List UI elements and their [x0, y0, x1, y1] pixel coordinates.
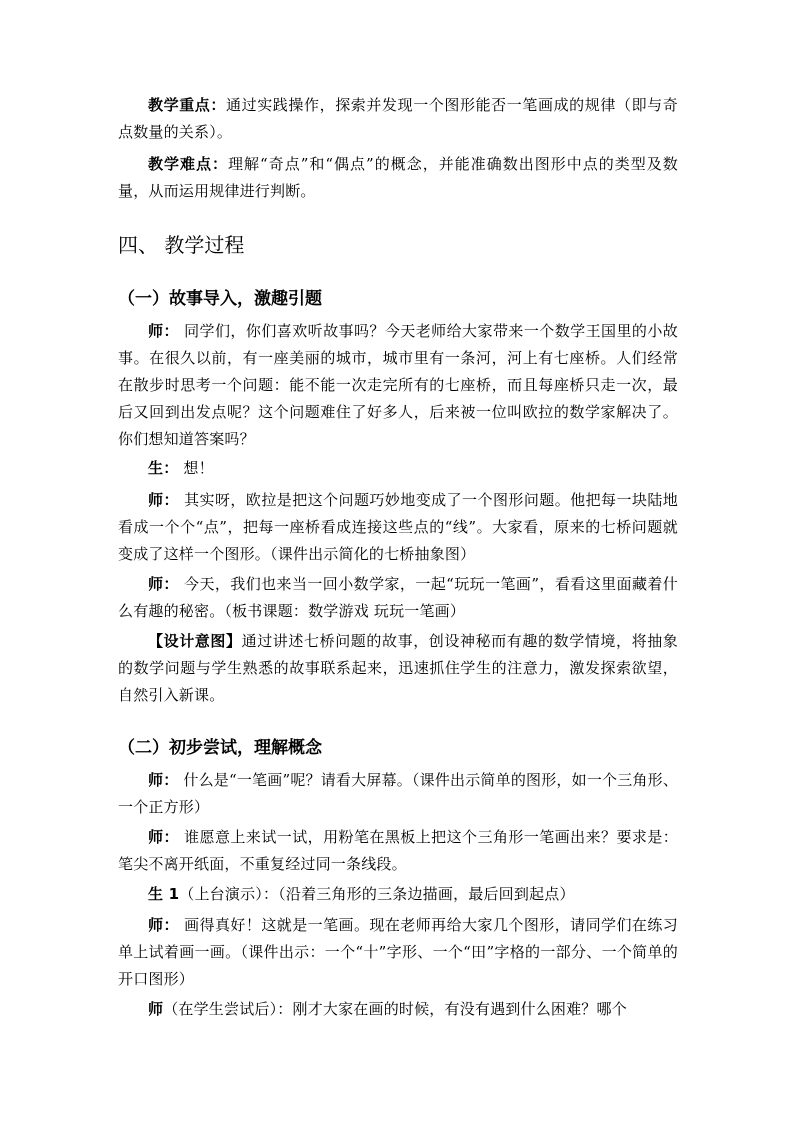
dialogue-paragraph — [118, 318, 678, 453]
speaker-label: 师： — [148, 575, 179, 593]
dialogue-text: 画得真好！这就是一笔画。现在老师再给大家几个图形，请同学们在练习单上试着画一画。（课件出示：一个“十”字形、一个“田”字格的一部分、一个简单的开口图形） — [118, 916, 679, 988]
dialogue-text: 其实呀，欧拉是把这个问题巧妙地变成了一个图形问题。他把每一块陆地看成一个个“点”，把每一座桥看成连接这些点的“线”。大家看，原来的七桥问题就变成了这样一个图形。（课件出示简化的七桥抽象图） — [118, 491, 679, 563]
dialogue-text: 想！ — [183, 459, 214, 477]
teaching-difficulty-paragraph — [118, 151, 678, 205]
speaker-label: 师： — [148, 916, 179, 934]
dialogue-paragraph — [118, 824, 678, 878]
dialogue-text: （在学生尝试后）：刚才大家在画的时候，有没有遇到什么困难？哪个 — [163, 1000, 627, 1018]
subsection-title-initial-attempt: （二）初步尝试，理解概念 — [118, 738, 322, 758]
dialogue-text: 什么是“一笔画”呢？请看大屏幕。（课件出示简单的图形，如一个三角形、一个正方形） — [118, 771, 679, 816]
speaker-label: 师： — [148, 828, 179, 846]
speaker-label: 生 1 — [148, 885, 180, 903]
dialogue-paragraph — [118, 767, 678, 821]
dialogue-paragraph — [118, 487, 678, 568]
teaching-focus-paragraph — [118, 92, 678, 146]
dialogue-paragraph — [118, 912, 678, 993]
dialogue-text: 谁愿意上来试一试，用粉笔在黑板上把这个三角形一笔画出来？要求是：笔尖不离开纸面，不重复经过同一条线段。 — [118, 828, 679, 873]
teaching-focus-text: 通过实践操作，探索并发现一个图形能否一笔画成的规律（即与奇点数量的关系）。 — [118, 96, 678, 141]
design-intent-paragraph — [118, 628, 678, 709]
speaker-label: 师 — [148, 1000, 164, 1018]
dialogue-text: 今天，我们也来当一回小数学家，一起“玩玩一笔画”，看看这里面藏着什么有趣的秘密。（板书课题：数学游戏 玩玩一笔画） — [118, 575, 678, 620]
speaker-label: 师： — [148, 322, 179, 340]
dialogue-paragraph — [118, 996, 678, 1023]
teaching-difficulty-label: 教学难点： — [148, 155, 229, 173]
design-intent-label: 【设计意图】 — [148, 632, 242, 650]
dialogue-paragraph — [118, 455, 678, 482]
teaching-focus-label: 教学重点： — [148, 96, 226, 114]
design-intent-text: 通过讲述七桥问题的故事，创设神秘而有趣的数学情境，将抽象的数学问题与学生熟悉的故事联系起来，迅速抓住学生的注意力，激发探索欲望，自然引入新课。 — [118, 632, 679, 704]
speaker-label: 生： — [148, 459, 179, 477]
teaching-difficulty-text: 理解“奇点”和“偶点”的概念，并能准确数出图形中点的类型及数量，从而运用规律进行判断。 — [118, 155, 678, 200]
speaker-label: 师： — [148, 491, 179, 509]
speaker-label: 师： — [148, 771, 179, 789]
dialogue-text: （上台演示）：（沿着三角形的三条边描画，最后回到起点） — [179, 885, 575, 903]
dialogue-paragraph — [118, 881, 678, 908]
subsection-title-story-intro: （一）故事导入，激趣引题 — [118, 289, 322, 309]
section-title-teaching-process: 四、 教学过程 — [118, 233, 245, 257]
dialogue-text: 同学们，你们喜欢听故事吗？今天老师给大家带来一个数学王国里的小故事。在很久以前，有一座美丽的城市，城市里有一条河，河上有七座桥。人们经常在散步时思考一个问题：能不能一次走完所有的七座桥，而且每座桥只走一次，最后又回到出发点呢？这个问题难住了好多人，后来被一位叫欧拉的数学家解决了。你们想知道答案吗？ — [118, 322, 679, 448]
dialogue-paragraph — [118, 571, 678, 625]
